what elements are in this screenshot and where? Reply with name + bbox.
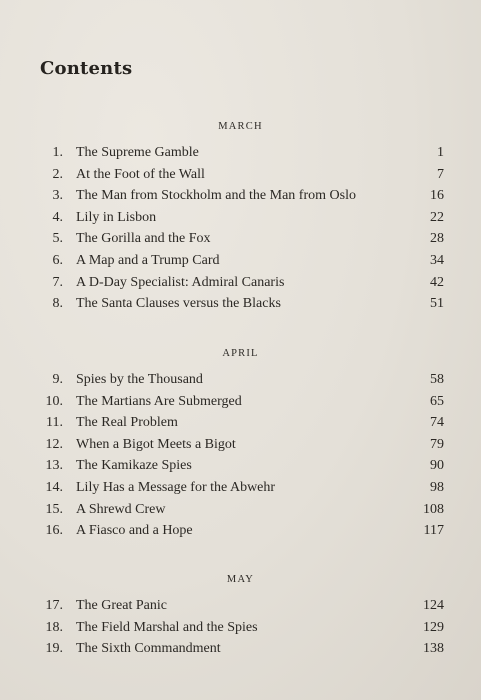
- page-number: 98: [430, 480, 444, 495]
- chapter-title: The Field Marshal and the Spies: [76, 619, 258, 635]
- chapter-title: The Sixth Commandment: [76, 641, 221, 657]
- chapter-title: The Santa Clauses versus the Blacks: [76, 296, 281, 312]
- chapter-title: The Supreme Gamble: [76, 145, 199, 160]
- toc-entry: [0, 500, 481, 520]
- chapter-number: 14.: [45, 480, 63, 495]
- chapter-title: The Great Panic: [76, 598, 167, 613]
- page-number: 34: [430, 253, 444, 268]
- page-number: 1: [437, 145, 444, 160]
- page-number: 90: [430, 458, 444, 474]
- toc-entry: [0, 251, 481, 271]
- toc-entry: [0, 639, 481, 659]
- chapter-title: Lily in Lisbon: [76, 209, 157, 225]
- toc-entry: [0, 435, 481, 455]
- chapter-title: The Real Problem: [76, 415, 178, 431]
- page-number: 74: [430, 415, 444, 431]
- page-number: 124: [423, 598, 444, 613]
- chapter-number: 12.: [45, 436, 63, 452]
- chapter-number: 2.: [52, 166, 63, 182]
- toc-entry: [0, 229, 481, 249]
- chapter-title: The Gorilla and the Fox: [76, 231, 211, 247]
- section-heading: APRIL: [222, 348, 259, 359]
- chapter-number: 4.: [52, 209, 63, 225]
- chapter-number: 10.: [45, 393, 63, 409]
- toc-entry: [0, 294, 481, 314]
- page-number: 22: [430, 209, 444, 225]
- chapter-title: When a Bigot Meets a Bigot: [76, 436, 236, 452]
- page-number: 65: [430, 393, 444, 409]
- toc-entry: [0, 596, 481, 616]
- page-number: 16: [430, 188, 444, 204]
- chapter-number: 5.: [52, 231, 63, 247]
- chapter-number: 11.: [46, 415, 63, 431]
- page-number: 108: [423, 501, 444, 517]
- section-heading: MARCH: [218, 121, 263, 132]
- toc-entry: [0, 478, 481, 498]
- toc-entry: [0, 273, 481, 293]
- chapter-title: A Map and a Trump Card: [76, 253, 220, 268]
- toc-entry: [0, 186, 481, 206]
- chapter-number: 16.: [45, 523, 63, 539]
- chapter-number: 15.: [45, 501, 63, 517]
- page-number: 79: [430, 436, 444, 452]
- chapter-title: A Fiasco and a Hope: [76, 523, 193, 539]
- toc-entry: [0, 456, 481, 476]
- page-number: 129: [423, 619, 444, 635]
- toc-entry: [0, 392, 481, 412]
- page-number: 7: [437, 166, 444, 182]
- chapter-number: 7.: [52, 274, 63, 290]
- page-number: 51: [430, 296, 444, 312]
- toc-entry: [0, 521, 481, 541]
- chapter-number: 17.: [45, 598, 63, 613]
- chapter-title: Spies by the Thousand: [76, 372, 203, 387]
- chapter-number: 1.: [52, 145, 63, 160]
- toc-entry: [0, 208, 481, 228]
- toc-entry: [0, 165, 481, 185]
- page-number: 138: [423, 641, 444, 657]
- page-title: Contents: [40, 58, 133, 79]
- chapter-number: 6.: [52, 253, 63, 268]
- section-heading: MAY: [226, 574, 255, 585]
- page-number: 42: [430, 274, 444, 290]
- chapter-title: Lily Has a Message for the Abwehr: [76, 480, 276, 495]
- toc-entry: [0, 370, 481, 390]
- page-number: 117: [423, 523, 444, 539]
- chapter-title: At the Foot of the Wall: [76, 166, 205, 182]
- toc-entry: [0, 413, 481, 433]
- chapter-number: 18.: [45, 619, 63, 635]
- chapter-number: 8.: [52, 296, 63, 312]
- toc-entry: [0, 143, 481, 163]
- chapter-title: The Kamikaze Spies: [76, 458, 192, 474]
- chapter-number: 9.: [52, 372, 63, 387]
- chapter-title: The Martians Are Submerged: [76, 393, 242, 409]
- page-number: 58: [430, 372, 444, 387]
- chapter-title: A Shrewd Crew: [76, 501, 166, 517]
- page-number: 28: [430, 231, 444, 247]
- chapter-title: The Man from Stockholm and the Man from Oslo: [76, 188, 356, 204]
- chapter-number: 3.: [52, 188, 63, 204]
- chapter-title: A D-Day Specialist: Admiral Canaris: [76, 274, 285, 290]
- chapter-number: 19.: [45, 641, 63, 657]
- chapter-number: 13.: [45, 458, 63, 474]
- toc-entry: [0, 618, 481, 638]
